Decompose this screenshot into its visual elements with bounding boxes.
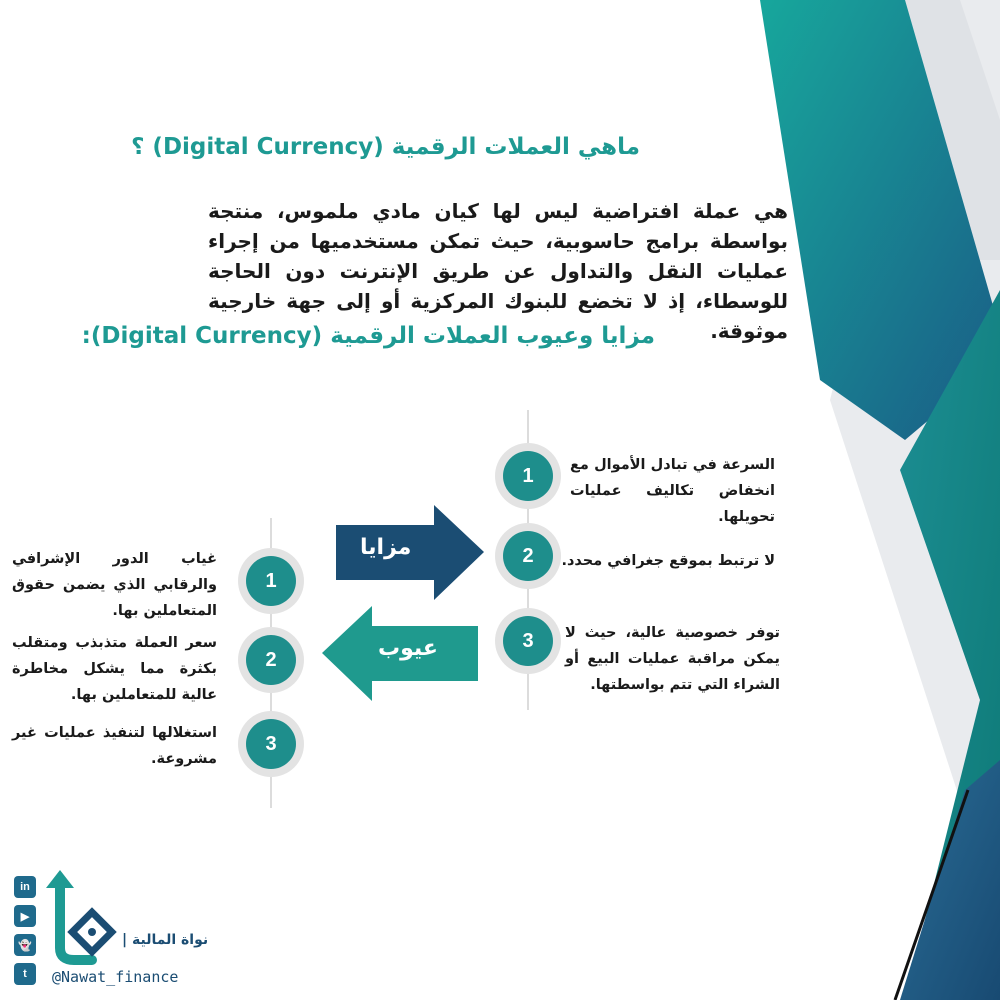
disadvantage-2-text: سعر العملة متذبذب ومتقلب بكثرة مما يشكل مخاطرة عالية للمتعاملين بها.: [12, 635, 217, 703]
advantages-label: مزايا: [360, 535, 412, 560]
disadvantage-2-number: 2: [246, 635, 296, 685]
nawat-logo-icon: [40, 868, 120, 968]
advantage-1-marker: [495, 443, 561, 509]
snapchat-icon[interactable]: 👻: [14, 934, 36, 956]
advantage-3-text: توفر خصوصية عالية، حيث لا يمكن مراقبة عمليات البيع أو الشراء التي تتم بواسطتها.: [565, 625, 780, 693]
brand-name-text: نواة المالية: [132, 932, 209, 948]
pros-cons-title: مزايا وعيوب العملات الرقمية (Digital Currency):: [81, 323, 655, 349]
brand-separator: |: [122, 932, 128, 948]
advantage-2-number: 2: [503, 531, 553, 581]
advantage-2-marker: [495, 523, 561, 589]
brand-name: [122, 932, 208, 948]
question-title: ماهي العملات الرقمية (Digital Currency) ؟: [131, 134, 640, 160]
disadvantage-3-number: 3: [246, 719, 296, 769]
advantage-2-text: لا ترتبط بموقع جغرافي محدد.: [561, 553, 775, 569]
disadvantage-3-marker: [238, 711, 304, 777]
disadvantage-1-marker: [238, 548, 304, 614]
disadvantage-1-number: 1: [246, 556, 296, 606]
disadvantage-2-marker: [238, 627, 304, 693]
advantage-3-marker: [495, 608, 561, 674]
advantage-3-number: 3: [503, 616, 553, 666]
disadvantage-3-text: استغلالها لتنفيذ عمليات غير مشروعة.: [12, 725, 217, 767]
disadvantage-1-text: غياب الدور الإشرافي والرقابي الذي يضمن حقوق المتعاملين بها.: [12, 551, 217, 619]
linkedin-icon[interactable]: in: [14, 876, 36, 898]
twitter-icon[interactable]: t: [14, 963, 36, 985]
social-handle[interactable]: @Nawat_finance: [52, 968, 179, 986]
advantage-1-text: السرعة في تبادل الأموال مع انخفاض تكاليف عمليات تحويلها.: [570, 457, 775, 525]
youtube-icon[interactable]: ▶: [14, 905, 36, 927]
disadvantages-label: عيوب: [378, 636, 438, 661]
advantage-1-number: 1: [503, 451, 553, 501]
definition-paragraph: هي عملة افتراضية ليس لها كيان مادي ملموس، منتجة بواسطة برامج حاسوبية، حيث تمكن مستخدميها من إجراء عمليات النقل والتداول عن طريق الإنترنت دون الحاجة للوسطاء، إذ لا تخضع للبنوك المركزية أو إلى جهة خارجية موثوقة.: [208, 199, 788, 343]
